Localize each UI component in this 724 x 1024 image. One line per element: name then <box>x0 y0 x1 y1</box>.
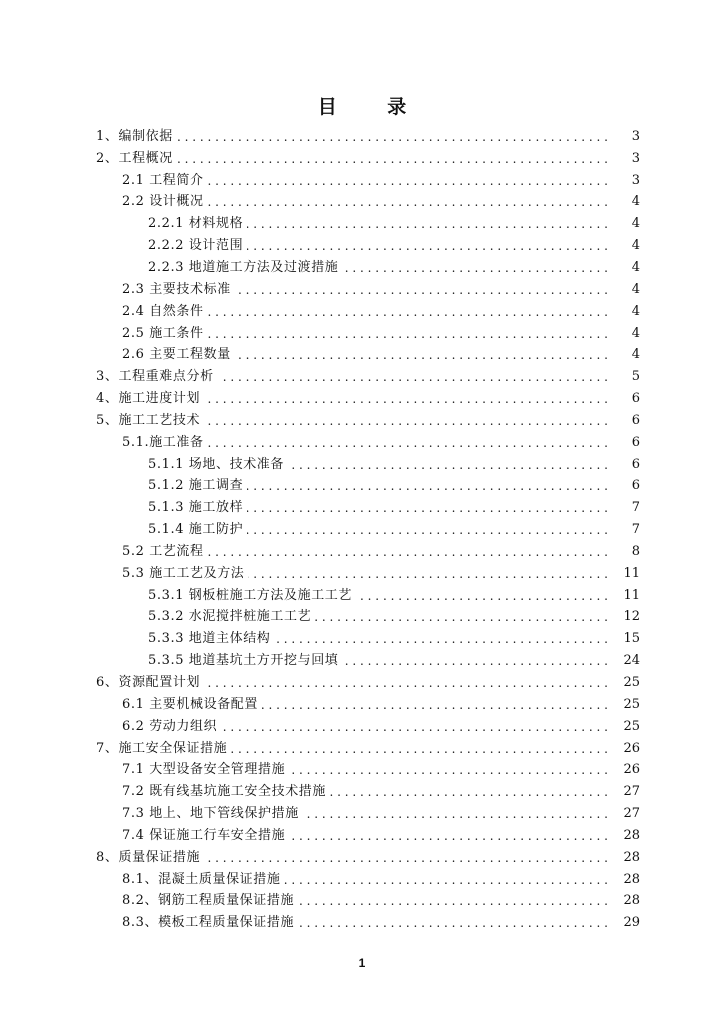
toc-entry-label: 2.2.2 设计范围 <box>148 238 244 254</box>
toc-entry-label: 2.6 主要工程数量 <box>122 347 231 363</box>
toc-entry[interactable] <box>0 847 724 869</box>
toc-entry[interactable] <box>0 213 724 235</box>
toc-entry-page-number: 12 <box>623 609 640 625</box>
toc-entry-label: 5.3.5 地道基坑土方开挖与回填 <box>148 653 339 669</box>
dot-leader <box>284 872 608 888</box>
toc-entry[interactable] <box>0 650 724 672</box>
toc-entry-page-number: 28 <box>623 849 640 865</box>
toc-entry[interactable] <box>0 672 724 694</box>
toc-entry-page-number: 7 <box>631 500 640 516</box>
toc-entry[interactable] <box>0 585 724 607</box>
toc-entry[interactable] <box>0 148 724 170</box>
toc-entry[interactable] <box>0 192 724 214</box>
toc-entry-page-number: 4 <box>631 238 640 254</box>
toc-entry[interactable] <box>0 912 724 934</box>
toc-entry-page-number: 3 <box>631 172 640 188</box>
toc-entry-label: 5.3.3 地道主体结构 <box>148 631 271 647</box>
toc-entry-label: 2.5 施工条件 <box>122 325 204 341</box>
toc-entry-label: 5.1.1 场地、技术准备 <box>148 456 285 472</box>
toc-entry-label: 8.2、钢筋工程质量保证措施 <box>122 893 295 909</box>
toc-entry-label: 4、施工进度计划 <box>96 391 201 407</box>
toc-entry-page-number: 28 <box>623 893 640 909</box>
toc-entry[interactable] <box>0 694 724 716</box>
toc-entry-page-number: 6 <box>631 391 640 407</box>
dot-leader <box>247 216 608 232</box>
toc-entry[interactable] <box>0 476 724 498</box>
dot-leader <box>289 762 608 778</box>
toc-entry-page-number: 4 <box>631 216 640 232</box>
toc-entry-label: 5.1.2 施工调查 <box>148 478 244 494</box>
dot-leader <box>208 326 608 342</box>
toc-entry-page-number: 26 <box>623 762 640 778</box>
dot-leader <box>303 806 608 822</box>
toc-entry-page-number: 4 <box>631 281 640 297</box>
toc-entry[interactable] <box>0 497 724 519</box>
toc-entry-page-number: 15 <box>623 631 640 647</box>
toc-entry-page-number: 25 <box>623 718 640 734</box>
dot-leader <box>356 588 608 604</box>
toc-entry[interactable] <box>0 366 724 388</box>
toc-entry-page-number: 4 <box>631 347 640 363</box>
toc-entry-label: 2.2 设计概况 <box>122 194 204 210</box>
toc-entry-page-number: 27 <box>623 806 640 822</box>
toc-entry[interactable] <box>0 825 724 847</box>
dot-leader <box>208 173 608 189</box>
toc-entry-label: 7.2 既有线基坑施工安全技术措施 <box>122 784 327 800</box>
dot-leader <box>298 893 608 909</box>
toc-entry-label: 5.3.2 水泥搅拌桩施工工艺 <box>148 609 312 625</box>
toc-entry-label: 2、工程概况 <box>96 150 173 166</box>
toc-entry-label: 5.2 工艺流程 <box>122 543 204 559</box>
toc-entry-label: 5.1.施工准备 <box>122 434 204 450</box>
dot-leader <box>247 478 608 494</box>
dot-leader <box>288 457 608 473</box>
toc-entry-page-number: 11 <box>623 587 640 603</box>
toc-entry-page-number: 4 <box>631 194 640 210</box>
toc-entry[interactable] <box>0 301 724 323</box>
toc-entry[interactable] <box>0 869 724 891</box>
toc-entry-page-number: 6 <box>631 478 640 494</box>
dot-leader <box>315 609 608 625</box>
dot-leader <box>177 129 608 145</box>
toc-entry[interactable] <box>0 257 724 279</box>
dot-leader <box>342 653 608 669</box>
toc-entry-label: 1、编制依据 <box>96 128 173 144</box>
dot-leader <box>235 282 608 298</box>
toc-entry-label: 6.2 劳动力组织 <box>122 718 218 734</box>
toc-entry-page-number: 3 <box>631 150 640 166</box>
toc-entry-page-number: 26 <box>623 740 640 756</box>
page-number: 1 <box>358 956 366 970</box>
toc-entry-page-number: 6 <box>631 434 640 450</box>
toc-entry[interactable] <box>0 781 724 803</box>
toc-entry-label: 2.2.3 地道施工方法及过渡措施 <box>148 259 339 275</box>
toc-entry-label: 3、工程重难点分析 <box>96 369 214 385</box>
toc-entry-label: 5.3.1 钢板桩施工方法及施工工艺 <box>148 587 353 603</box>
dot-leader <box>248 566 608 582</box>
dot-leader <box>204 413 608 429</box>
dot-leader <box>247 500 608 516</box>
toc-entry-label: 5.1.3 施工放样 <box>148 500 244 516</box>
toc-entry[interactable] <box>0 323 724 345</box>
dot-leader <box>274 631 608 647</box>
dot-leader <box>235 347 608 363</box>
toc-entry-page-number: 4 <box>631 303 640 319</box>
toc-entry-label: 2.3 主要技术标准 <box>122 281 231 297</box>
toc-entry-label: 2.1 工程简介 <box>122 172 204 188</box>
toc-entry[interactable] <box>0 628 724 650</box>
dot-leader <box>208 435 608 451</box>
dot-leader <box>342 260 608 276</box>
dot-leader <box>204 391 608 407</box>
dot-leader <box>208 544 608 560</box>
dot-leader <box>221 719 608 735</box>
dot-leader <box>208 304 608 320</box>
toc-entry[interactable] <box>0 607 724 629</box>
toc-entry-page-number: 28 <box>623 871 640 887</box>
dot-leader <box>204 675 608 691</box>
toc-entry-page-number: 25 <box>623 696 640 712</box>
toc-entry-label: 6.1 主要机械设备配置 <box>122 696 259 712</box>
toc-entry-label: 8.1、混凝土质量保证措施 <box>122 871 281 887</box>
toc-entry[interactable] <box>0 432 724 454</box>
dot-leader <box>330 784 608 800</box>
toc-entry-label: 5、施工工艺技术 <box>96 412 201 428</box>
toc-entry-page-number: 7 <box>631 522 640 538</box>
toc-entry[interactable] <box>0 410 724 432</box>
dot-leader <box>177 151 608 167</box>
toc-entry[interactable] <box>0 716 724 738</box>
table-of-contents <box>0 126 724 934</box>
toc-entry-label: 5.1.4 施工防护 <box>148 522 244 538</box>
toc-entry-page-number: 29 <box>623 915 640 931</box>
toc-entry[interactable] <box>0 454 724 476</box>
dot-leader <box>247 522 608 538</box>
toc-entry-label: 7.1 大型设备安全管理措施 <box>122 762 286 778</box>
toc-entry[interactable] <box>0 344 724 366</box>
toc-entry-page-number: 27 <box>623 784 640 800</box>
toc-entry[interactable] <box>0 279 724 301</box>
toc-entry-page-number: 3 <box>631 128 640 144</box>
toc-entry-page-number: 6 <box>631 412 640 428</box>
toc-entry-label: 2.2.1 材料规格 <box>148 216 244 232</box>
toc-entry[interactable] <box>0 235 724 257</box>
toc-entry[interactable] <box>0 759 724 781</box>
toc-entry[interactable] <box>0 541 724 563</box>
toc-entry-page-number: 24 <box>623 653 640 669</box>
toc-entry-label: 8.3、模板工程质量保证措施 <box>122 915 295 931</box>
toc-entry[interactable] <box>0 170 724 192</box>
toc-entry[interactable] <box>0 891 724 913</box>
toc-entry-label: 6、资源配置计划 <box>96 675 201 691</box>
toc-entry-page-number: 28 <box>623 827 640 843</box>
toc-entry-page-number: 5 <box>631 369 640 385</box>
dot-leader <box>208 194 608 210</box>
toc-entry-label: 7、施工安全保证措施 <box>96 740 228 756</box>
dot-leader <box>204 850 608 866</box>
toc-title: 目 录 <box>317 96 429 118</box>
toc-entry[interactable] <box>0 388 724 410</box>
toc-entry[interactable] <box>0 563 724 585</box>
toc-entry-page-number: 4 <box>631 325 640 341</box>
dot-leader <box>289 828 608 844</box>
dot-leader <box>218 369 608 385</box>
dot-leader <box>262 697 608 713</box>
toc-entry-label: 7.3 地上、地下管线保护措施 <box>122 806 299 822</box>
toc-entry-page-number: 4 <box>631 259 640 275</box>
toc-entry-page-number: 11 <box>623 565 640 581</box>
toc-entry-label: 8、质量保证措施 <box>96 849 201 865</box>
toc-entry[interactable] <box>0 126 724 148</box>
toc-entry[interactable] <box>0 803 724 825</box>
toc-entry-page-number: 8 <box>631 543 640 559</box>
toc-entry-page-number: 25 <box>623 675 640 691</box>
dot-leader <box>247 238 608 254</box>
toc-entry-page-number: 6 <box>631 456 640 472</box>
toc-entry-label: 5.3 施工工艺及方法 <box>122 565 245 581</box>
toc-entry[interactable] <box>0 738 724 760</box>
toc-entry[interactable] <box>0 519 724 541</box>
toc-entry-label: 2.4 自然条件 <box>122 303 204 319</box>
dot-leader <box>298 915 608 931</box>
dot-leader <box>231 741 608 757</box>
toc-entry-label: 7.4 保证施工行车安全措施 <box>122 827 286 843</box>
